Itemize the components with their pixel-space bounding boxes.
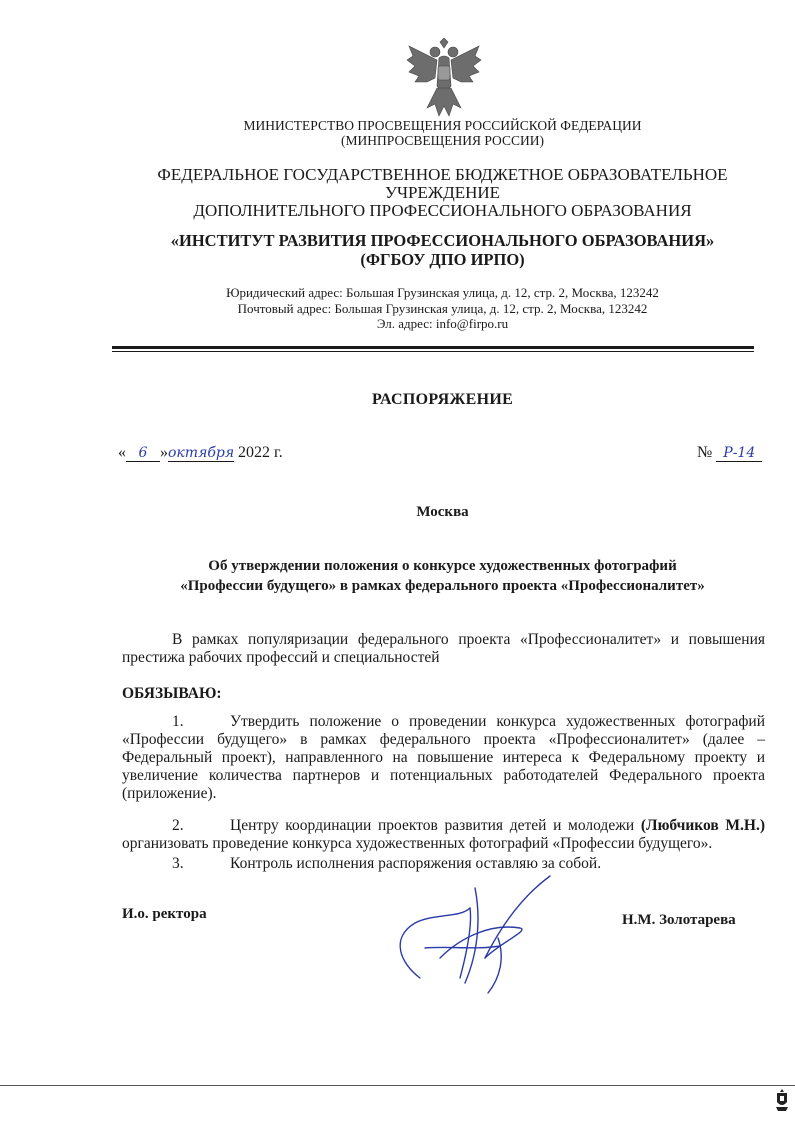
document-date <box>118 444 283 462</box>
institution-type <box>0 166 795 220</box>
signer-title: И.о. ректора <box>122 906 207 922</box>
ministry-line1: МИНИСТЕРСТВО ПРОСВЕЩЕНИЯ РОССИЙСКОЙ ФЕДЕРАЦИИ <box>243 118 642 133</box>
legal-address: Юридический адрес: Большая Грузинская улица, д. 12, стр. 2, Москва, 123242 <box>226 285 659 300</box>
date-open-quote: « <box>118 444 126 461</box>
document-title: РАСПОРЯЖЕНИЕ <box>371 391 514 408</box>
intro-paragraph: В рамках популяризации федерального проекта «Профессионалитет» и повышения престижа рабочих профессий и специальностей <box>122 631 765 666</box>
inst-type-line2: УЧРЕЖДЕНИЕ <box>384 183 501 202</box>
item-number: 3. <box>172 855 184 872</box>
institution-name <box>0 231 795 269</box>
handwritten-signature-icon <box>380 868 560 998</box>
postal-address: Почтовый адрес: Большая Грузинская улица, д. 12, стр. 2, Москва, 123242 <box>237 300 648 316</box>
russian-eagle-emblem-icon <box>405 38 483 120</box>
inst-type-line1: ФЕДЕРАЛЬНОЕ ГОСУДАРСТВЕННОЕ БЮДЖЕТНОЕ ОБРАЗОВАТЕЛЬНОЕ <box>157 165 728 184</box>
header-divider-thick <box>112 346 754 349</box>
date-month: октября <box>168 445 235 461</box>
inst-type-line3: ДОПОЛНИТЕЛЬНОГО ПРОФЕССИОНАЛЬНОГО ОБРАЗОВАНИЯ <box>193 201 692 220</box>
subject-line2: «Профессии будущего» в рамках федерального проекта «Профессионалитет» <box>180 578 705 594</box>
item-text-before: Центру координации проектов развития детей и молодежи <box>230 817 641 834</box>
oblige-heading: ОБЯЗЫВАЮ: <box>122 685 222 702</box>
document-city: Москва <box>416 504 469 520</box>
document-number <box>697 444 762 462</box>
inst-name-line1: «ИНСТИТУТ РАЗВИТИЯ ПРОФЕССИОНАЛЬНОГО ОБРАЗОВАНИЯ» <box>170 231 715 250</box>
item-text-after: организовать проведение конкурса художественных фотографий «Профессии будущего». <box>122 835 713 852</box>
number-prefix: № <box>697 444 713 461</box>
order-item-2 <box>122 817 765 853</box>
address-block <box>0 285 795 332</box>
item-responsible: (Любчиков М.Н.) <box>640 817 765 834</box>
document-subject <box>0 556 795 596</box>
date-close-quote: » <box>160 444 168 461</box>
signer-name: Н.М. Золотарева <box>622 912 736 928</box>
number-value: Р-14 <box>716 445 762 462</box>
header-divider-thin <box>112 351 754 352</box>
ministry-name <box>0 118 795 148</box>
ministry-line2: (МИНПРОСВЕЩЕНИЯ РОССИИ) <box>341 133 544 148</box>
item-text: Утвердить положение о проведении конкурса художественных фотографий «Профессии будущего» в рамках федерального проекта «Профессионалитет» (далее – Федеральный проект), направленного на повышение интереса к Федеральному проекту и увеличение количества партнеров и потенциальных работодателей Федерального проекта (приложение). <box>122 713 765 802</box>
footer-divider <box>0 1085 795 1086</box>
item-number: 2. <box>172 817 184 834</box>
email-address: Эл. адрес: info@firpo.ru <box>376 316 509 331</box>
date-day: 6 <box>126 445 160 462</box>
inst-name-line2: (ФГБОУ ДПО ИРПО) <box>360 250 525 269</box>
date-year: 2022 г. <box>238 444 283 461</box>
subject-line1: Об утверждении положения о конкурсе художественных фотографий <box>208 558 677 574</box>
regional-coat-of-arms-icon <box>774 1088 790 1112</box>
item-number: 1. <box>172 713 184 730</box>
item-text: Контроль исполнения распоряжения оставляю за собой. <box>230 855 602 872</box>
order-item-1 <box>122 713 765 803</box>
